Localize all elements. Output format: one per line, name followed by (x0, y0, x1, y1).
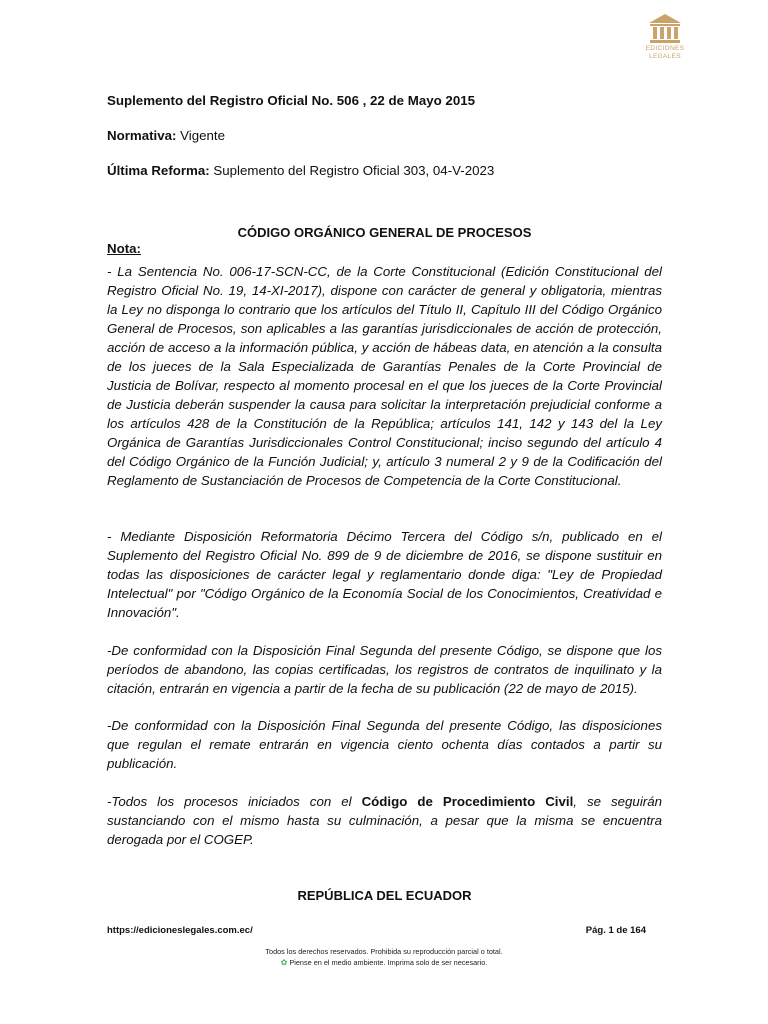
republica-heading: REPÚBLICA DEL ECUADOR (297, 888, 472, 903)
ultima-reforma-line (107, 163, 494, 178)
nota-paragraph-5 (107, 792, 662, 849)
normativa-value: Vigente (176, 128, 226, 143)
ultima-reforma-label: Última Reforma: (107, 163, 210, 178)
codigo-procedimiento-civil: Código de Procedimiento Civil (361, 794, 574, 809)
nota-paragraph-1: - La Sentencia No. 006-17-SCN-CC, de la Corte Constitucional (Edición Constitucional del Registro Oficial No. 19, 14-XI-2017), dispone con carácter de general y obligatoria, mientras la Ley no disponga lo contrario que los artículos del Título II, Capítulo III del Código Orgánico General de Procesos, son aplicables a las garantías jurisdiccionales de acción de protección, acción de acceso a la información pública, y acción de hábeas data, en atención a la consulta de los jueces de la Sala Especializada de Garantías Penales de la Corte Provincial de Justicia de Bolívar, respecto al momento procesal en el que los jueces de la Corte Provincial de Justicia deberán suspender la causa para solicitar la interpretación prejudicial conforme a los artículos 428 de la Constitución de la República; artículos 141, 142 y 143 del la Ley Orgánica de Garantías Jurisdiccionales Control Constitucional; inciso segundo del artículo 4 del Código Orgánico de la Función Judicial; y, artículo 3 numeral 2 y 9 de la Codificación del Reglamento de Sustanciación de Procesos de Competencia de la Corte Constitucional. (107, 264, 662, 488)
nota-paragraph-3: -De conformidad con la Disposición Final Segunda del presente Código, se dispone que los períodos de abandono, las copias certificadas, los registros de contratos de inquilinato y la citación, entrarán en vigencia a partir de la fecha de su publicación (22 de mayo de 2015). (107, 643, 662, 696)
environment-text: Piense en el medio ambiente. Imprima solo de ser necesario. (287, 958, 488, 967)
nota-label: Nota: (107, 241, 141, 256)
nota-paragraph-2: - Mediante Disposición Reformatoria Décimo Tercera del Código s/n, publicado en el Suplemento del Registro Oficial No. 899 de 9 de diciembre de 2016, se dispone sustituir en todas las disposiciones de carácter legal y reglamentario donde diga: "Ley de Propiedad Intelectual" por "Código Orgánico de la Economía Social de los Conocimientos, Creatividad e Innovación". (107, 529, 662, 620)
rights-notice: Todos los derechos reservados. Prohibida su reproducción parcial o total. (265, 947, 503, 956)
ultima-reforma-value: Suplemento del Registro Oficial 303, 04-V-2023 (209, 163, 495, 178)
leaf-icon: ✿ (280, 958, 288, 967)
temple-icon (647, 12, 683, 44)
logo-text-ediciones: EDICIONES (645, 45, 685, 52)
document-title: CÓDIGO ORGÁNICO GENERAL DE PROCESOS (237, 225, 532, 240)
registro-oficial-line: Suplemento del Registro Oficial No. 506 , 22 de Mayo 2015 (107, 93, 476, 108)
normativa-label: Normativa: (107, 128, 177, 143)
footer-url[interactable]: https://edicioneslegales.com.ec/ (107, 925, 253, 936)
page-number: Pág. 1 de 164 (585, 925, 646, 936)
logo-text-legales: LEGALES (649, 53, 681, 60)
environment-notice (0, 958, 768, 967)
p5-before: -Todos los procesos iniciados con el (107, 794, 362, 809)
ediciones-legales-logo (633, 12, 697, 72)
normativa-line (107, 128, 225, 143)
p5-after: , se seguirán sustanciando con el mismo hasta su culminación, a pesar que la misma se encuentra derogada por el COGEP. (107, 794, 662, 847)
nota-paragraph-4: -De conformidad con la Disposición Final Segunda del presente Código, las disposiciones que regulan el remate entrarán en vigencia ciento ochenta días contados a partir su publicación. (107, 718, 662, 771)
